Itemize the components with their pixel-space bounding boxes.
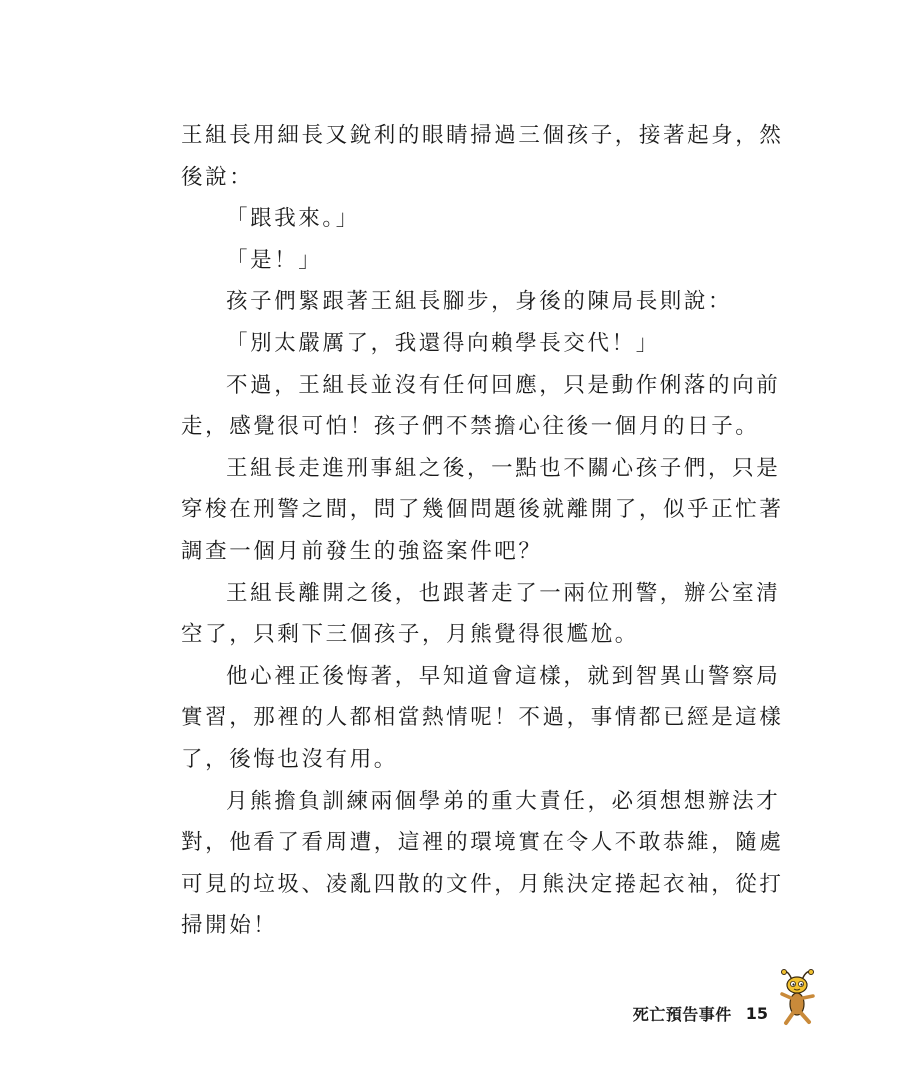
text-line: 實習，那裡的人都相當熱情呢！不過，事情都已經是這樣 [181,705,784,731]
text-line: 走，感覺很可怕！孩子們不禁擔心往後一個月的日子。 [181,414,760,440]
text-line: 月熊擔負訓練兩個學弟的重大責任，必須想想辦法才 [226,788,781,814]
body-text [181,115,784,947]
text-line: 了，後悔也沒有用。 [181,746,398,772]
page-number: 15 [745,1003,768,1023]
text-line: 王組長用細長又銳利的眼睛掃過三個孩子，接著起身，然 [181,123,784,148]
text-line: 「是！」 [226,247,323,273]
page-footer [633,998,768,1028]
text-line: 後說： [181,164,254,190]
text-line: 穿梭在刑警之間，問了幾個問題後就離開了，似乎正忙著 [181,497,784,523]
text-line: 「別太嚴厲了，我還得向賴學長交代！」 [226,330,660,356]
text-line: 掃開始！ [181,913,278,939]
text-line: 王組長走進刑事組之後，一點也不關心孩子們，只是 [226,455,781,481]
text-line: 調查一個月前發生的強盜案件吧？ [181,538,543,564]
text-line: 孩子們緊跟著王組長腳步，身後的陳局長則說： [226,289,733,315]
text-line: 空了，只剩下三個孩子，月熊覺得很尷尬。 [181,622,639,648]
text-line: 「跟我來。」 [226,206,360,232]
text-line: 他心裡正後悔著，早知道會這樣，就到智異山警察局 [226,663,781,689]
book-title: 死亡預告事件 [632,1004,732,1024]
text-line: 不過，王組長並沒有任何回應，只是動作俐落的向前 [226,372,781,398]
text-line: 王組長離開之後，也跟著走了一兩位刑警，辦公室清 [226,580,781,606]
mascot-icon [778,968,818,1026]
text-line: 可見的垃圾、凌亂四散的文件，月熊決定捲起衣袖，從打 [181,871,784,897]
text-line: 對，他看了看周遭，這裡的環境實在令人不敢恭維，隨處 [181,830,784,856]
